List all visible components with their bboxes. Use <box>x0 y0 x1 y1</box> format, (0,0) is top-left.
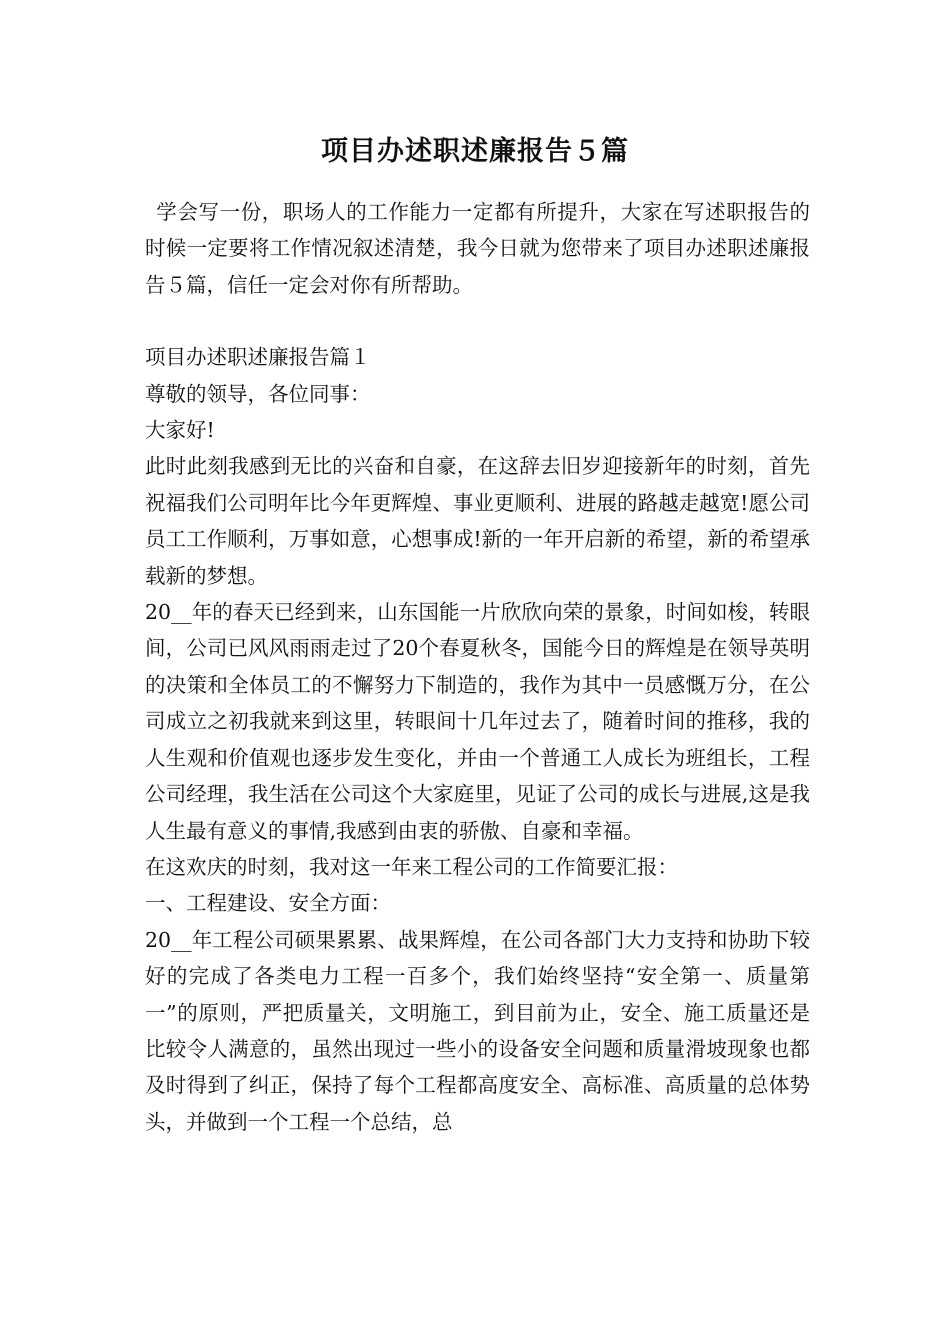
intro-paragraph: 学会写一份，职场人的工作能力一定都有所提升，大家在写述职报告的时候一定要将工作情况叙述清楚，我今日就为您带来了项目办述职述廉报告５篇，信任一定会对你有所帮助。 <box>145 200 810 297</box>
salutation: 尊敬的领导，各位同事： <box>145 381 371 406</box>
body-paragraph: 在这欢庆的时刻，我对这一年来工程公司的工作简要汇报： <box>145 854 678 879</box>
greeting: 大家好! <box>145 418 215 443</box>
section-title: 项目办述职述廉报告篇１ <box>145 345 371 370</box>
body-paragraph: 20__年的春天已经到来，山东国能一片欣欣向荣的景象，时间如梭，转眼间，公司已风风雨雨走过了20个春夏秋冬，国能今日的辉煌是在领导英明的决策和全体员工的不懈努力下制造的，我作为其中一员感慨万分，在公司成立之初我就来到这里，转眼间十几年过去了，随着时间的推移，我的人生观和价值观也逐步发生变化，并由一个普通工人成长为班组长，工程公司经理，我生活在公司这个大家庭里，见证了公司的成长与进展,这是我人生最有意义的事情,我感到由衷的骄傲、自豪和幸福。 <box>145 600 810 843</box>
section-heading: 一、工程建设、安全方面： <box>145 891 391 916</box>
document-body <box>145 194 810 1140</box>
document-title: 项目办述职述廉报告５篇 <box>321 136 629 167</box>
body-paragraph: 此时此刻我感到无比的兴奋和自豪，在这辞去旧岁迎接新年的时刻，首先祝福我们公司明年比今年更辉煌、事业更顺利、进展的路越走越宽!愿公司员工工作顺利，万事如意，心想事成!新的一年开启新的希望，新的希望承载新的梦想。 <box>145 454 810 588</box>
body-paragraph: 20__年工程公司硕果累累、战果辉煌，在公司各部门大力支持和协助下较好的完成了各类电力工程一百多个，我们始终坚持“安全第一、质量第一”的原则，严把质量关，文明施工，到目前为止，安全、施工质量还是比较令人满意的，虽然出现过一些小的设备安全问题和质量滑坡现象也都及时得到了纠正，保持了每个工程都高度安全、高标准、高质量的总体势头，并做到一个工程一个总结，总 <box>145 927 810 1134</box>
